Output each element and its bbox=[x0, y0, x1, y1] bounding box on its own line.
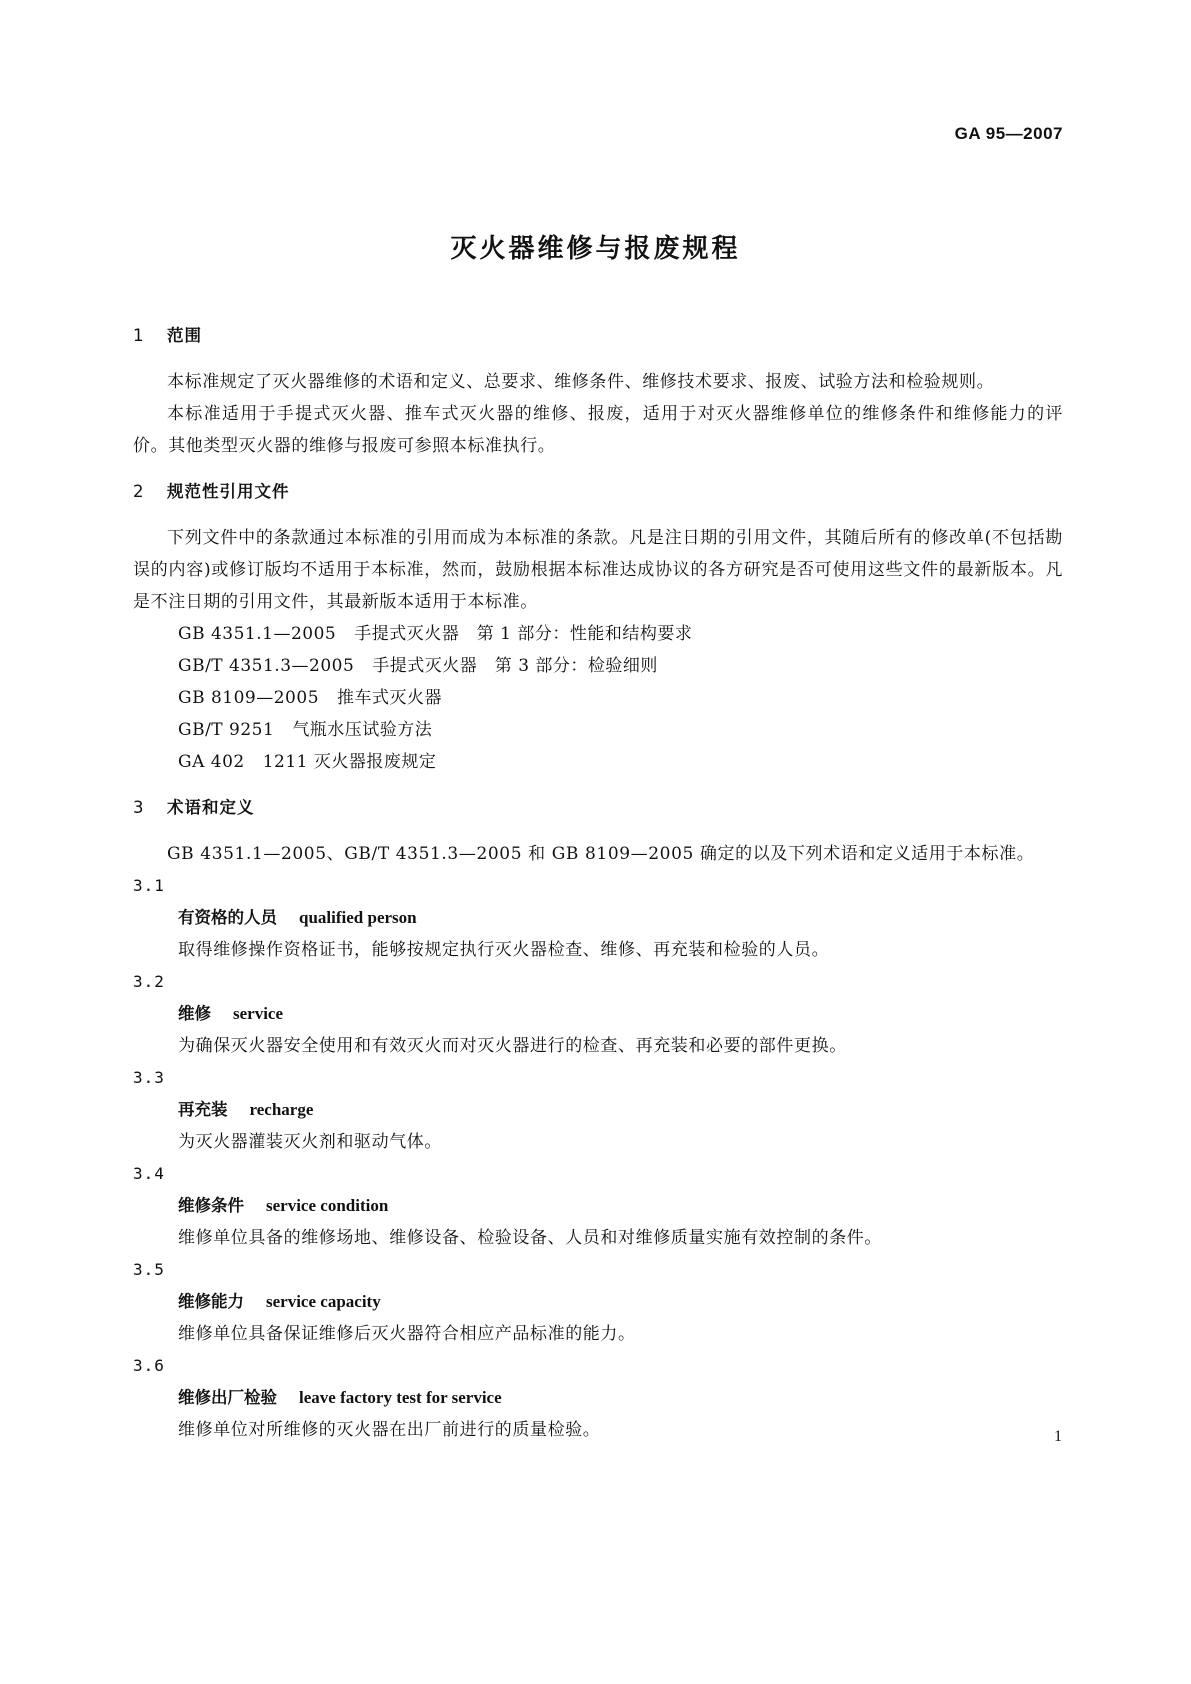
section-number: 1 bbox=[133, 326, 145, 345]
section-heading-normative-references bbox=[133, 476, 1063, 508]
section-number: 2 bbox=[133, 482, 145, 501]
term-definition: 维修单位具备的维修场地、维修设备、检验设备、人员和对维修质量实施有效控制的条件。 bbox=[178, 1228, 882, 1248]
section-title: 规范性引用文件 bbox=[167, 482, 290, 501]
term-number: 3.4 bbox=[133, 1164, 165, 1183]
reference-code: GB 8109—2005 bbox=[178, 688, 320, 708]
paragraph: 本标准规定了灭火器维修的术语和定义、总要求、维修条件、维修技术要求、报废、试验方法和检验规则。 bbox=[167, 372, 995, 392]
term-zh: 再充装 bbox=[178, 1100, 228, 1119]
term-definition: 为确保灭火器安全使用和有效灭火而对灭火器进行的检查、再充装和必要的部件更换。 bbox=[178, 1036, 847, 1056]
term-heading bbox=[133, 1094, 1063, 1126]
term-en: service condition bbox=[266, 1196, 389, 1215]
reference-code: GB/T 9251 bbox=[178, 720, 275, 740]
term-definition: 维修单位具备保证维修后灭火器符合相应产品标准的能力。 bbox=[178, 1324, 636, 1344]
reference-title: 1211 灭火器报废规定 bbox=[262, 752, 437, 772]
reference-item bbox=[133, 682, 1063, 714]
section-number: 3 bbox=[133, 798, 145, 817]
paragraph: 下列文件中的条款通过本标准的引用而成为本标准的条款。凡是注日期的引用文件，其随后所有的修改单(不包括勘误的内容)或修订版均不适用于本标准，然而，鼓励根据本标准达成协议的各方研究是否可使用这些文件的最新版本。凡是不注日期的引用文件，其最新版本适用于本标准。 bbox=[133, 528, 1063, 612]
term-zh: 维修能力 bbox=[178, 1292, 244, 1311]
term-definition: 维修单位对所维修的灭火器在出厂前进行的质量检验。 bbox=[178, 1420, 601, 1440]
document-body bbox=[133, 320, 1063, 1446]
term-definition: 取得维修操作资格证书，能够按规定执行灭火器检查、维修、再充装和检验的人员。 bbox=[178, 940, 830, 960]
reference-item bbox=[133, 618, 1063, 650]
term-heading bbox=[133, 1190, 1063, 1222]
term-en: service capacity bbox=[266, 1292, 381, 1311]
page-number: 1 bbox=[1054, 1428, 1062, 1445]
section-heading-scope bbox=[133, 320, 1063, 352]
term-number: 3.3 bbox=[133, 1068, 165, 1087]
reference-item bbox=[133, 746, 1063, 778]
reference-title: 手提式灭火器 第 1 部分：性能和结构要求 bbox=[354, 624, 693, 644]
document-title: 灭火器维修与报废规程 bbox=[450, 234, 741, 264]
paragraph: 本标准适用于手提式灭火器、推车式灭火器的维修、报废，适用于对灭火器维修单位的维修条件和维修能力的评价。其他类型灭火器的维修与报废可参照本标准执行。 bbox=[133, 404, 1063, 456]
term-en: service bbox=[233, 1004, 284, 1023]
term-heading bbox=[133, 1382, 1063, 1414]
term-number: 3.6 bbox=[133, 1356, 165, 1375]
term-heading bbox=[133, 998, 1063, 1030]
reference-item bbox=[133, 650, 1063, 682]
term-en: leave factory test for service bbox=[299, 1388, 502, 1407]
reference-code: GB 4351.1—2005 bbox=[178, 624, 337, 644]
term-heading bbox=[133, 1286, 1063, 1318]
reference-title: 气瓶水压试验方法 bbox=[292, 720, 433, 740]
term-en: recharge bbox=[249, 1100, 314, 1119]
term-zh: 维修出厂检验 bbox=[178, 1388, 277, 1407]
reference-title: 手提式灭火器 第 3 部分：检验细则 bbox=[372, 656, 658, 676]
term-zh: 有资格的人员 bbox=[178, 908, 277, 927]
reference-item bbox=[133, 714, 1063, 746]
term-number: 3.2 bbox=[133, 972, 165, 991]
section-title: 术语和定义 bbox=[167, 798, 255, 817]
paragraph: GB 4351.1—2005、GB/T 4351.3—2005 和 GB 8109—2005 确定的以及下列术语和定义适用于本标准。 bbox=[167, 844, 1035, 864]
term-definition: 为灭火器灌装灭火剂和驱动气体。 bbox=[178, 1132, 442, 1152]
reference-title: 推车式灭火器 bbox=[337, 688, 443, 708]
term-number: 3.5 bbox=[133, 1260, 165, 1279]
term-zh: 维修 bbox=[178, 1004, 211, 1023]
section-title: 范围 bbox=[167, 326, 202, 345]
reference-code: GB/T 4351.3—2005 bbox=[178, 656, 355, 676]
term-number: 3.1 bbox=[133, 876, 165, 895]
term-en: qualified person bbox=[299, 908, 417, 927]
section-heading-terms-and-definitions bbox=[133, 792, 1063, 824]
standard-code: GA 95—2007 bbox=[954, 124, 1063, 143]
reference-code: GA 402 bbox=[178, 752, 245, 772]
term-zh: 维修条件 bbox=[178, 1196, 244, 1215]
term-heading bbox=[133, 902, 1063, 934]
